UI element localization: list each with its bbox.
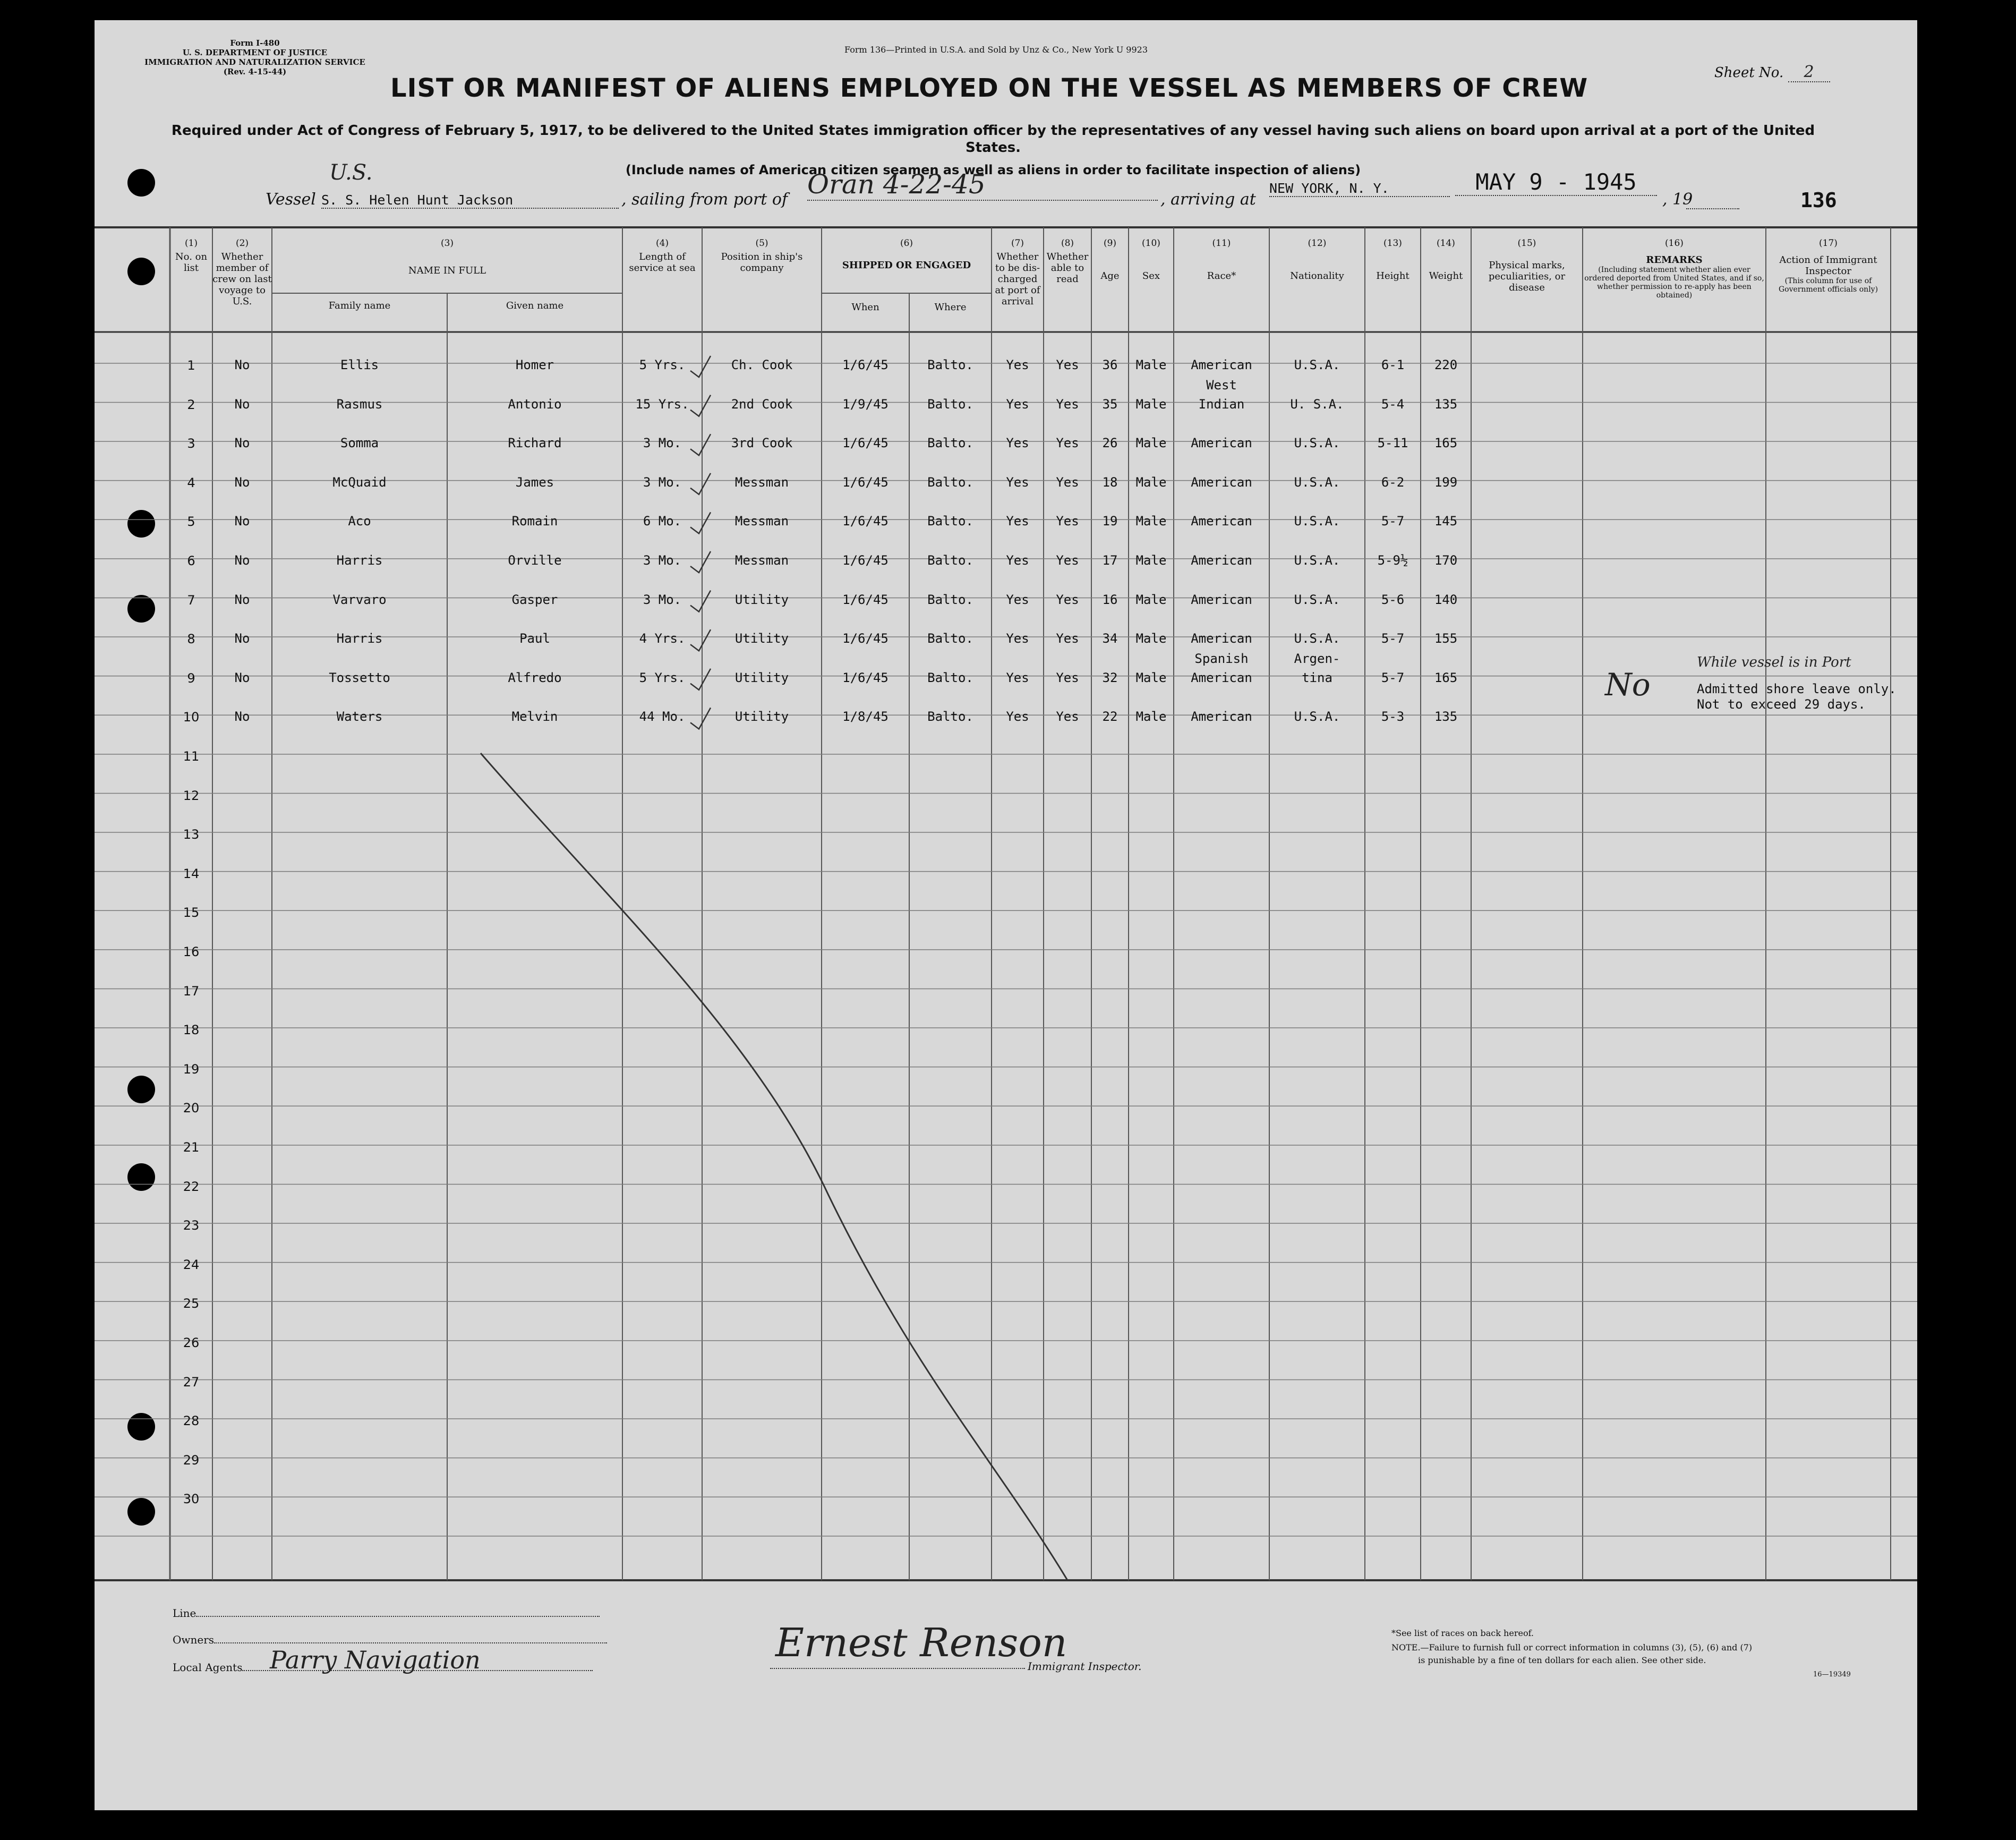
crew-service: 5 Yrs. [639,357,686,372]
col-header-given: Given name [506,300,564,311]
row-number: 30 [183,1492,200,1507]
crew-read: Yes [1056,396,1079,412]
crew-family: Harris [336,631,383,646]
crew-weight: 135 [1434,709,1458,725]
crew-sex: Male [1135,474,1167,490]
row-number: 2 [187,397,195,412]
crew-sex: Male [1135,709,1167,725]
crew-given: Gasper [511,592,558,607]
row-number: 22 [183,1179,200,1194]
crew-position: Ch. Cook [731,357,793,372]
crew-read: Yes [1056,357,1079,372]
row-number: 29 [183,1452,200,1468]
crew-family: Harris [336,553,383,568]
crew-given: Homer [515,357,554,372]
row-number: 23 [183,1218,200,1233]
row-number: 15 [183,905,200,921]
crew-race: American [1191,474,1252,490]
crew-given: Alfredo [508,670,562,685]
row-number: 16 [183,944,200,959]
crew-height: 5-7 [1381,631,1405,646]
crew-nationality: U. S.A. [1290,396,1344,412]
crew-last-voyage: No [234,396,250,412]
line-label: Line [173,1607,600,1620]
crew-discharged: Yes [1006,631,1029,646]
crew-position: Utility [734,670,789,685]
remarks-handwritten-note: While vessel is in Port [1697,654,1851,670]
crew-family: Somma [340,436,379,451]
row-number: 7 [187,592,195,608]
row-number: 8 [187,632,195,647]
crew-nationality: U.S.A. [1294,357,1340,372]
crew-sex: Male [1135,592,1167,607]
crew-given: Antonio [508,396,562,412]
crew-given: Melvin [511,709,558,725]
row-number: 28 [183,1413,200,1429]
races-note: *See list of races on back hereof. [1391,1628,1534,1638]
crew-where: Balto. [927,592,973,607]
crew-given: James [515,474,554,490]
crew-service: 15 Yrs. [635,396,689,412]
requirement-text: Required under Act of Congress of February 5, 1917, to be delivered to the United States immigration officer by the representatives of any vessel having such aliens on board upon arrival at a port of the United States. [171,123,1815,156]
crew-given: Orville [508,553,562,568]
crew-nationality: U.S.A. [1294,592,1340,607]
crew-weight: 199 [1434,474,1458,490]
crew-service: 3 Mo. [643,436,682,451]
row-number: 1 [187,358,195,373]
form-number: Form I-480 [230,38,280,48]
crew-service: 3 Mo. [643,474,682,490]
vessel-name: S. S. Helen Hunt Jackson [321,192,619,209]
crew-sex: Male [1135,396,1167,412]
crew-discharged: Yes [1006,592,1029,607]
crew-read: Yes [1056,709,1079,725]
crew-discharged: Yes [1006,396,1029,412]
crew-sex: Male [1135,514,1167,529]
crew-weight: 165 [1434,670,1458,685]
crew-sex: Male [1135,357,1167,372]
crew-age: 16 [1102,592,1118,607]
crew-weight: 165 [1434,436,1458,451]
crew-read: Yes [1056,514,1079,529]
crew-service: 6 Mo. [643,514,682,529]
row-number: 25 [183,1296,200,1311]
crew-nationality: Argen- [1294,651,1340,666]
fine-note: NOTE.—Failure to furnish full or correct information in columns (3), (5), (6) and (7) is punishable by a fine of ten dollars for each alien. See other side. [1391,1642,1753,1665]
crew-read: Yes [1056,670,1079,685]
crew-age: 19 [1102,514,1118,529]
crew-family: Rasmus [336,396,383,412]
inspector-signature: Ernest Renson [775,1620,1067,1666]
crew-nationality: U.S.A. [1294,436,1340,451]
remarks-typed-line-1: Admitted shore leave only. [1697,682,1897,696]
crew-where: Balto. [927,357,973,372]
inspector-label: Immigrant Inspector. [1028,1660,1142,1673]
crew-nationality-line2: tina [1302,670,1332,685]
crew-read: Yes [1056,474,1079,490]
crew-last-voyage: No [234,553,250,568]
crew-family: Varvaro [332,592,387,607]
row-number: 20 [183,1101,200,1116]
col-header-4: (4) Length of service at sea [629,238,696,274]
col-header-11: (11) Race* [1207,238,1236,282]
crew-where: Balto. [927,709,973,725]
crew-height: 5-9½ [1377,553,1408,568]
crew-nationality: U.S.A. [1294,474,1340,490]
crew-height: 5-4 [1381,396,1405,412]
col-header-2: (2) Whether member of crew on last voyage to U.S. [212,238,272,307]
port-of-departure: Oran 4-22-45 [807,169,1158,201]
crew-discharged: Yes [1006,670,1029,685]
crew-where: Balto. [927,670,973,685]
col-header-10: (10) Sex [1142,238,1160,282]
form-service: IMMIGRATION AND NATURALIZATION SERVICE [144,57,365,67]
crew-position: Utility [734,709,789,725]
crew-age: 34 [1102,631,1118,646]
crew-last-voyage: No [234,357,250,372]
crew-where: Balto. [927,436,973,451]
col-header-14: (14) Weight [1429,238,1463,282]
agents-label: Local Agents [173,1661,593,1674]
col-header-16: (16) REMARKS (Including statement whether alien ever ordered deported from United States, and if so, whether permission to re-apply has been obtained) [1584,238,1764,300]
row-number: 17 [183,983,200,999]
form-department: U. S. DEPARTMENT OF JUSTICE [182,48,328,57]
crew-family: McQuaid [332,474,387,490]
arriving-label: , arriving at [1160,190,1256,209]
crew-position: Messman [734,474,789,490]
year-prefix: , 19 [1662,190,1693,209]
crew-read: Yes [1056,436,1079,451]
owners-label: Owners [173,1633,607,1646]
crew-position: Utility [734,631,789,646]
crew-last-voyage: No [234,514,250,529]
crew-height: 6-2 [1381,474,1405,490]
vessel-label: Vessel [266,190,316,209]
crew-nationality: U.S.A. [1294,553,1340,568]
sheet-label: Sheet No. [1714,65,1784,81]
col-header-where: Where [934,302,967,313]
sheet-value: 2 [1788,63,1830,82]
crew-height: 5-7 [1381,670,1405,685]
crew-race: American [1191,357,1252,372]
crew-sex: Male [1135,553,1167,568]
crew-where: Balto. [927,396,973,412]
row-number: 6 [187,553,195,568]
row-number: 3 [187,436,195,452]
col-header-12: (12) Nationality [1290,238,1344,282]
row-number: 11 [183,749,200,764]
row-number: 10 [183,710,200,725]
crew-height: 5-7 [1381,514,1405,529]
crew-read: Yes [1056,592,1079,607]
printer-note: Form 136—Printed in U.S.A. and Sold by Unz & Co., New York U 9923 [844,45,1148,55]
crew-when: 1/6/45 [842,670,889,685]
crew-discharged: Yes [1006,474,1029,490]
reference-number: 136 [1800,189,1837,212]
crew-race: American [1191,592,1252,607]
strike-through-line [481,753,1067,1580]
col-header-when: When [851,302,879,313]
row-number: 5 [187,514,195,530]
crew-sex: Male [1135,670,1167,685]
inspector-signature-line [770,1668,1025,1669]
row-number: 21 [183,1140,200,1155]
col-header-8: (8) Whether able to read [1046,238,1089,285]
crew-age: 32 [1102,670,1118,685]
crew-weight: 170 [1434,553,1458,568]
crew-discharged: Yes [1006,436,1029,451]
crew-nationality: U.S.A. [1294,631,1340,646]
col-header-13: (13) Height [1376,238,1410,282]
row-number: 27 [183,1374,200,1390]
crew-race: American [1191,436,1252,451]
col-header-17: (17) Action of Immigrant Inspector (This column for use of Government officials only) [1778,238,1878,294]
crew-when: 1/6/45 [842,631,889,646]
crew-read: Yes [1056,553,1079,568]
crew-service: 3 Mo. [643,553,682,568]
row-number: 14 [183,866,200,881]
crew-service: 4 Yrs. [639,631,686,646]
crew-family: Waters [336,709,383,725]
row-number: 9 [187,670,195,686]
arrival-date: MAY 9 - 1945 [1455,169,1657,196]
arrival-port: NEW YORK, N. Y. [1269,181,1450,197]
form-revision: (Rev. 4-15-44) [223,67,287,76]
crew-when: 1/6/45 [842,553,889,568]
crew-age: 17 [1102,553,1118,568]
col-header-5: (5) Position in ship's company [721,238,803,274]
crew-given: Romain [511,514,558,529]
crew-nationality: U.S.A. [1294,709,1340,725]
crew-family: Aco [348,514,371,529]
crew-discharged: Yes [1006,357,1029,372]
crew-service: 3 Mo. [643,592,682,607]
crew-race: American [1191,553,1252,568]
crew-weight: 140 [1434,592,1458,607]
crew-where: Balto. [927,514,973,529]
crew-discharged: Yes [1006,514,1029,529]
col-header-3: (3) NAME IN FULL [408,238,486,276]
crew-when: 1/8/45 [842,709,889,725]
crew-race: American [1191,514,1252,529]
col-header-9: (9) Age [1100,238,1120,282]
crew-age: 26 [1102,436,1118,451]
crew-position: 3rd Cook [731,436,793,451]
crew-sex: Male [1135,436,1167,451]
crew-race-line2: Indian [1198,396,1245,412]
crew-weight: 220 [1434,357,1458,372]
row-number: 18 [183,1023,200,1038]
row-number: 4 [187,475,195,490]
crew-when: 1/6/45 [842,357,889,372]
remarks-typed-line-2: Not to exceed 29 days. [1697,697,1866,712]
crew-when: 1/6/45 [842,592,889,607]
crew-family: Ellis [340,357,379,372]
crew-when: 1/6/45 [842,436,889,451]
crew-last-voyage: No [234,670,250,685]
crew-position: Messman [734,514,789,529]
crew-age: 22 [1102,709,1118,725]
row-number: 19 [183,1061,200,1077]
crew-age: 35 [1102,396,1118,412]
crew-race: West [1206,377,1237,393]
crew-given: Richard [508,436,562,451]
crew-last-voyage: No [234,592,250,607]
crew-sex: Male [1135,631,1167,646]
col-header-7: (7) Whether to be dis-charged at port of arrival [995,238,1040,307]
crew-weight: 135 [1434,396,1458,412]
crew-age: 36 [1102,357,1118,372]
print-code: 16—19349 [1813,1671,1851,1679]
crew-when: 1/6/45 [842,474,889,490]
crew-where: Balto. [927,631,973,646]
crew-where: Balto. [927,553,973,568]
crew-service: 44 Mo. [639,709,686,725]
remarks-handwritten-no: No [1605,667,1651,703]
crew-read: Yes [1056,631,1079,646]
crew-position: 2nd Cook [731,396,793,412]
crew-height: 6-1 [1381,357,1405,372]
crew-when: 1/6/45 [842,514,889,529]
crew-family: Tossetto [329,670,390,685]
col-header-15: (15) Physical marks, peculiarities, or disease [1488,238,1566,293]
crew-last-voyage: No [234,631,250,646]
crew-discharged: Yes [1006,553,1029,568]
crew-race-line2: American [1191,670,1252,685]
country-annotation: U.S. [329,160,373,185]
col-header-family: Family name [328,300,391,311]
crew-height: 5-11 [1377,436,1408,451]
crew-race: American [1191,709,1252,725]
sailing-label: , sailing from port of [621,190,788,209]
page-title: LIST OR MANIFEST OF ALIENS EMPLOYED ON THE VESSEL AS MEMBERS OF CREW [390,73,1588,103]
row-number: 26 [183,1335,200,1350]
crew-last-voyage: No [234,436,250,451]
crew-weight: 155 [1434,631,1458,646]
crew-race: American [1191,631,1252,646]
crew-discharged: Yes [1006,709,1029,725]
crew-last-voyage: No [234,474,250,490]
crew-age: 18 [1102,474,1118,490]
row-number: 24 [183,1257,200,1272]
crew-height: 5-3 [1381,709,1405,725]
crew-height: 5-6 [1381,592,1405,607]
include-note: (Include names of American citizen seamen as well as aliens in order to facilitate inspection of aliens) [625,163,1361,177]
crew-last-voyage: No [234,709,250,725]
crew-when: 1/9/45 [842,396,889,412]
col-header-1: (1) No. on list [175,238,208,274]
crew-race: Spanish [1194,651,1249,666]
crew-where: Balto. [927,474,973,490]
crew-position: Messman [734,553,789,568]
crew-weight: 145 [1434,514,1458,529]
crew-nationality: U.S.A. [1294,514,1340,529]
col-header-6: (6) SHIPPED OR ENGAGED [842,238,971,271]
crew-position: Utility [734,592,789,607]
row-number: 12 [183,788,200,803]
crew-given: Paul [519,631,550,646]
crew-service: 5 Yrs. [639,670,686,685]
row-number: 13 [183,827,200,842]
local-agents-signature: Parry Navigation [270,1646,481,1674]
